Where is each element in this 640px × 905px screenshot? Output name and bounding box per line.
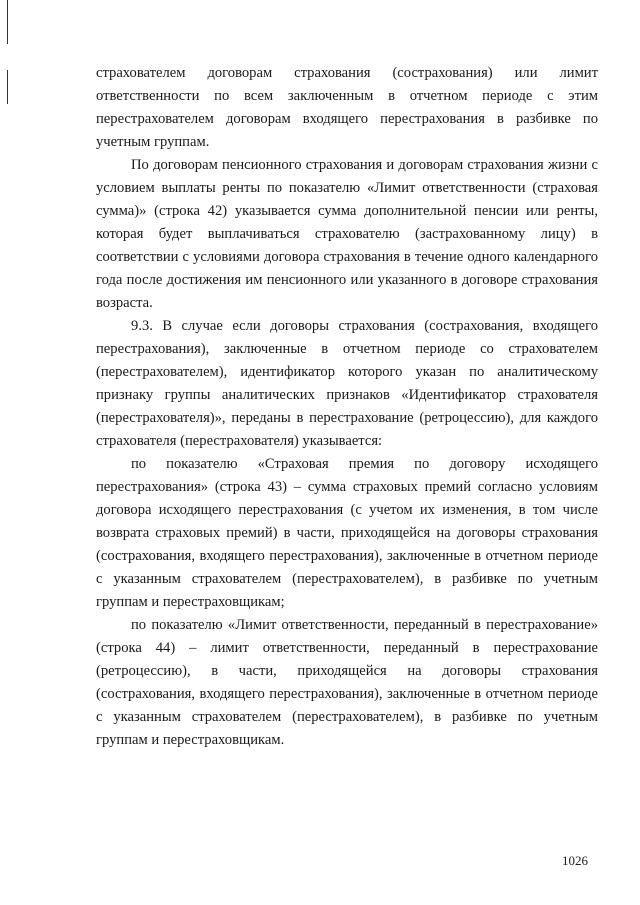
- scan-edge-mark: [7, 70, 8, 104]
- paragraph-section-9-3: 9.3. В случае если договоры страхования (сострахования, входящего перестрахования), заключенные в отчетном периоде со страхователем (перестрахователем), идентификатор которого указан по аналитическому признаку группы аналитических признаков «Идентификатор страхователя (перестрахователя)», переданы в перестрахование (ретроцессию), для каждого страхователя (перестрахователя) указывается:: [96, 318, 598, 449]
- document-body: [96, 62, 598, 752]
- paragraph-row-44: по показателю «Лимит ответственности, переданный в перестрахование» (строка 44) – лимит ответственности, переданный в перестрахование (ретроцессию), в части, приходящейся на договоры страхования (сострахования, входящего перестрахования), заключенные в отчетном периоде с указанным страхователем (перестрахователем), в разбивке по учетным группам и перестраховщикам.: [96, 617, 598, 748]
- paragraph-continuation: страхователем договорам страхования (сострахования) или лимит ответственности по всем заключенным в отчетном периоде с этим перестрахователем договорам входящего перестрахования в разбивке по учетным группам.: [96, 65, 598, 150]
- paragraph-row-43: по показателю «Страховая премия по договору исходящего перестрахования» (строка 43) – сумма страховых премий согласно условиям договора исходящего перестрахования (с учетом их изменения, в том числе возврата страховых премий) в части, приходящейся на договоры страхования (сострахования, входящего перестрахования), заключенные в отчетном периоде с указанным страхователем (перестрахователем), в разбивке по учетным группам и перестраховщикам;: [96, 456, 598, 610]
- paragraph-pension-insurance: По договорам пенсионного страхования и договорам страхования жизни с условием выплаты ренты по показателю «Лимит ответственности (страховая сумма)» (строка 42) указывается сумма дополнительной пенсии или ренты, которая будет выплачиваться страхователю (застрахованному лицу) в соответствии с условиями договора страхования в течение одного календарного года после достижения им пенсионного или указанного в договоре страхования возраста.: [96, 157, 598, 311]
- page-number: 1026: [562, 853, 588, 868]
- scan-edge-mark: [7, 0, 8, 44]
